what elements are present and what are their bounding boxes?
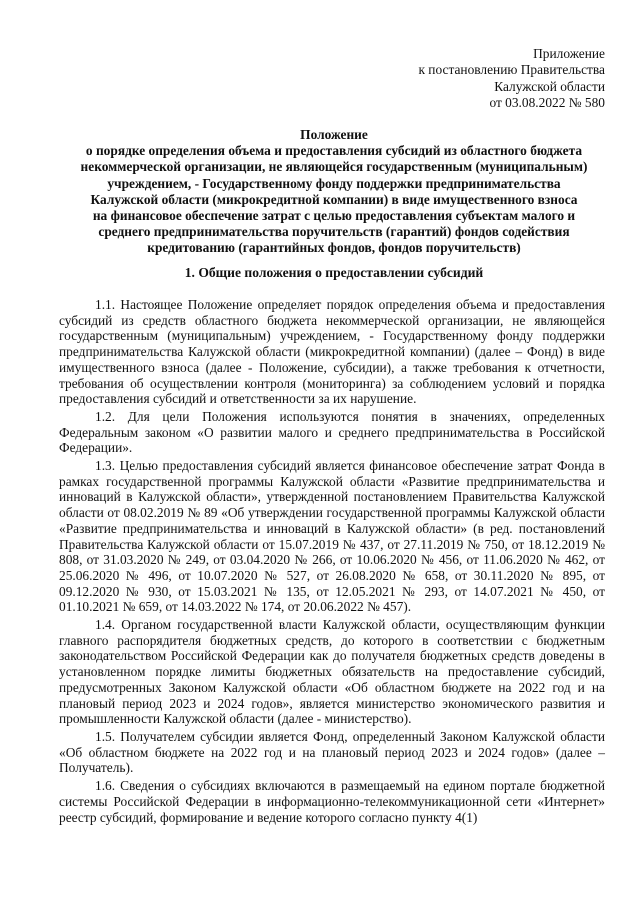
appendix-line-2: к постановлению Правительства bbox=[418, 62, 605, 78]
paragraph-1-3: 1.3. Целью предоставления субсидий является финансовое обеспечение затрат Фонда в рамках государственной программы Калужской области «Развитие предпринимательства и инноваций в Калужской области», утвержденной постановлением Правительства Калужской области от 08.02.2019 № 89 «Об утверждении государственной программы Калужской области «Развитие предпринимательства и инноваций в Калужской области» (в ред. постановлений Правительства Калужской области от 15.07.2019 № 437, от 27.11.2019 № 750, от 18.12.2019 № 808, от 31.03.2020 № 249, от 03.04.2020 № 266, от 10.06.2020 № 456, от 11.06.2020 № 462, от 25.06.2020 № 496, от 10.07.2020 № 527, от 26.08.2020 № 658, от 30.11.2020 № 895, от 09.12.2020 № 930, от 15.03.2021 № 135, от 12.05.2021 № 293, от 14.07.2021 № 450, от 01.10.2021 № 659, от 14.03.2022 № 174, от 20.06.2022 № 457). bbox=[59, 458, 605, 615]
appendix-header bbox=[385, 46, 605, 112]
paragraph-1-2: 1.2. Для цели Положения используются понятия в значениях, определенных Федеральным законом «О развитии малого и среднего предпринимательства в Российской Федерации». bbox=[59, 408, 605, 456]
document-title bbox=[58, 127, 610, 257]
title-line-2: некоммерческой организации, не являющейся государственным (муниципальным) bbox=[80, 159, 588, 175]
title-line-4: Калужской области (микрокредитной компании) в виде имущественного взноса bbox=[90, 191, 578, 207]
title-heading: Положение bbox=[300, 127, 368, 142]
section-title: 1. Общие положения о предоставлении субсидий bbox=[184, 265, 484, 280]
document-body bbox=[59, 297, 605, 827]
paragraph-1-1: 1.1. Настоящее Положение определяет порядок определения объема и предоставления субсидий из средств областного бюджета некоммерческой организации, не являющейся государственным (муниципальным) учреждением, - Государственному фонду поддержки предпринимательства Калужской области (микрокредитной компании) (далее – Фонд) в виде имущественного взноса (далее - Положение, субсидии), а также требования к отчетности, требования об осуществлении контроля (мониторинга) за соблюдением условий и порядка предоставления субсидий и ответственности за их нарушение. bbox=[59, 297, 605, 407]
paragraph-1-6: 1.6. Сведения о субсидиях включаются в размещаемый на едином портале бюджетной системы Российской Федерации в информационно-телекоммуникационной сети «Интернет» реестр субсидий, формирование и ведение которого согласно пункту 4(1) bbox=[59, 778, 605, 825]
appendix-line-1: Приложение bbox=[533, 46, 605, 61]
title-line-5: на финансовое обеспечение затрат с целью предоставления субъектам малого и bbox=[92, 208, 576, 224]
paragraph-1-5: 1.5. Получателем субсидии является Фонд, определенный Законом Калужской области «Об областном бюджете на 2022 год и на плановый период 2023 и 2024 годов» (далее – Получатель). bbox=[59, 728, 605, 776]
title-line-1: о порядке определения объема и предоставления субсидий из областного бюджета bbox=[85, 143, 583, 159]
title-line-6: среднего предпринимательства поручительств (гарантий) фондов содействия bbox=[98, 224, 570, 240]
appendix-line-3: Калужской области bbox=[494, 78, 605, 94]
appendix-line-4: от 03.08.2022 № 580 bbox=[489, 95, 605, 111]
title-line-3: учреждением, - Государственному фонду поддержки предпринимательства bbox=[107, 175, 561, 191]
paragraph-1-4: 1.4. Органом государственной власти Калужской области, осуществляющим функции главного распорядителя бюджетных средств, до которого в соответствии с бюджетным законодательством Российской Федерации как до получателя бюджетных средств доведены в установленном порядке лимиты бюджетных обязательств на предоставление субсидий, предусмотренных Законом Калужской области «Об областном бюджете на 2022 год и на плановый период 2023 и 2024 годов», является министерство экономического развития и промышленности Калужской области (далее - министерство). bbox=[59, 617, 605, 727]
title-line-7: кредитованию (гарантийных фондов, фондов поручительств) bbox=[147, 240, 521, 256]
